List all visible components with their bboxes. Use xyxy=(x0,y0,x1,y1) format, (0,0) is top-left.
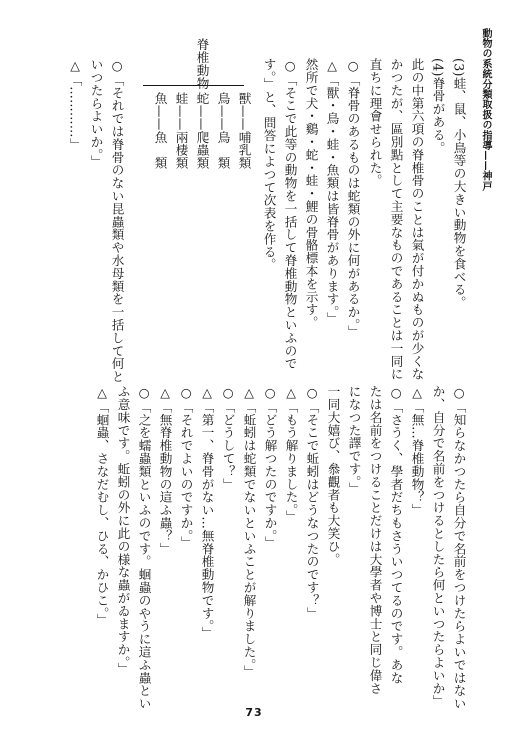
text-column: 直ちに理會せられた。 xyxy=(367,58,383,187)
text-column: ふ意味です。蚯蚓の外に此の様な蟲がゐますか。」 xyxy=(115,385,131,676)
text-column: ○「それでよいのですか。」 xyxy=(178,385,194,549)
text-column: いつたらよいか。」 xyxy=(88,58,104,168)
text-column: △「…………」 xyxy=(67,58,83,151)
text-column: 此の中第六項の脊椎骨のことは氣が付かぬものが少くな xyxy=(409,58,425,381)
text-column: △「無…脊椎動物？」 xyxy=(409,385,425,517)
text-column: ○「脊骨のあるものは蛇類の外に何があるか。」 xyxy=(345,58,361,338)
table-row: 魚——魚 類 xyxy=(152,92,168,170)
table-brace xyxy=(143,85,244,86)
text-column: (3)蛙、鼠、小鳥等の大きい動物を食べる。 xyxy=(451,58,467,309)
text-column: 一同大嬉び、叅觀者も大笑ひ。 xyxy=(325,385,341,566)
table-row: 蛙——兩棲類 xyxy=(173,92,189,170)
text-column: ○「さうく、學者だちもさういつてるのです。あな xyxy=(388,385,404,685)
text-column: ○「どう解つたのですか。」 xyxy=(262,385,278,549)
text-column: ○「そこで此等の動物を一括して脊椎動物といふので xyxy=(282,58,298,370)
table-row: 蛇——爬蟲類 xyxy=(194,92,210,170)
text-column: す。」と、問答によつて次表を作る。 xyxy=(261,58,277,271)
text-column: △「第一、脊骨がない…無脊椎動物です。」 xyxy=(199,385,215,640)
table-row: 獸——哺乳類 xyxy=(236,92,252,170)
table-root: 脊椎動物 xyxy=(194,38,210,90)
text-column: ○「そこで蚯蚓はどうなつたのです？」 xyxy=(304,385,320,620)
table-row: 鳥——鳥 類 xyxy=(215,92,231,170)
text-column: △「蛔蟲、さなだむし、ひる、かひこ。」 xyxy=(94,385,110,627)
text-column: △「無脊椎動物の這ふ蟲？」 xyxy=(157,385,173,556)
text-column: ○「之を蠕蟲類といふのです。蛔蟲のやうに這ふ蟲とい xyxy=(136,385,152,710)
running-header: 動物の系統分類取扱の指導——神戸 xyxy=(480,28,491,192)
text-column: 然所で犬・鷄・蛇・蛙・鯉の骨骼標本を示す。 xyxy=(303,58,319,329)
page-number: 73 xyxy=(245,706,263,719)
text-column: △「獸・鳥・蛙・魚類は皆脊骨があります。」 xyxy=(324,58,340,325)
text-column: か、自分で名前をつけるとしたら何といつたらよいか」 xyxy=(430,385,446,708)
text-column: △「もう解りました。」 xyxy=(283,385,299,523)
text-column: ○「どうして？」 xyxy=(220,385,236,491)
text-column: たは名前をつけることだけは大學者や博士と同じ偉さ xyxy=(367,385,383,695)
text-column: ○「それでは脊骨のない昆蟲類や水母類を一括して何と xyxy=(109,58,125,383)
text-column: ○「知らなかつたら自分で名前をつけたらよいではない xyxy=(451,385,467,710)
text-column: かつたが、區別點として主要なものであることは一同に xyxy=(388,58,404,381)
text-column: △「蚯蚓は蛇類でないといふことが解りました。」 xyxy=(241,385,257,678)
text-column: になつた譯です。」 xyxy=(346,385,362,495)
text-column: (4)脊骨がある。 xyxy=(430,58,446,155)
